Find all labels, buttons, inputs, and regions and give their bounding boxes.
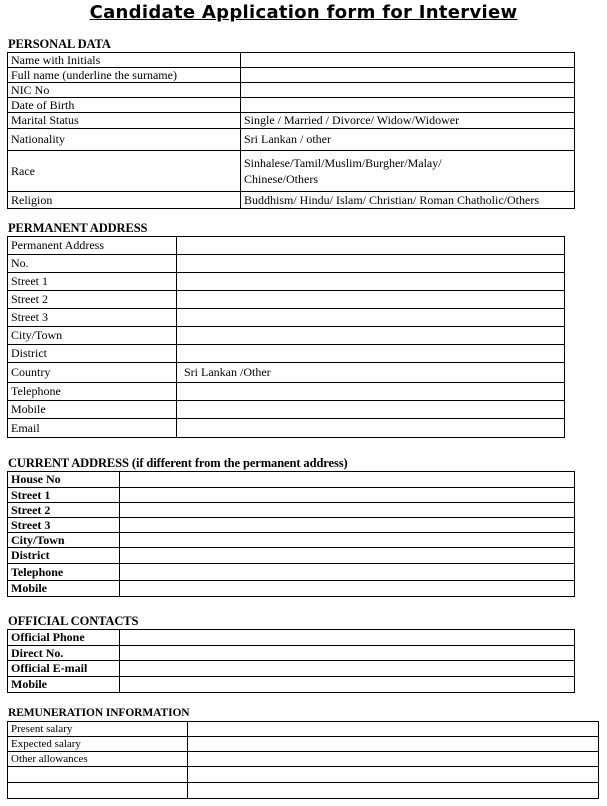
table-row xyxy=(8,533,575,548)
permanent-label-city: City/Town xyxy=(8,327,177,345)
permanent-street1-field[interactable] xyxy=(177,273,565,291)
remuneration-heading: REMUNERATION INFORMATION xyxy=(8,707,190,719)
current-telephone-field[interactable] xyxy=(120,564,575,581)
table-row xyxy=(8,68,575,83)
table-row xyxy=(8,83,575,98)
full-name-field[interactable] xyxy=(241,68,575,83)
official-email-field[interactable] xyxy=(120,661,575,677)
other-allowances-field[interactable] xyxy=(188,752,599,767)
table-row xyxy=(8,98,575,113)
table-row xyxy=(8,309,565,327)
table-row xyxy=(8,767,599,783)
permanent-label-email: Email xyxy=(8,419,177,438)
current-label-street3: Street 3 xyxy=(8,518,120,533)
permanent-address-table xyxy=(7,236,565,438)
table-row xyxy=(8,564,575,581)
current-label-street1: Street 1 xyxy=(8,488,120,503)
permanent-label-address: Permanent Address xyxy=(8,237,177,255)
permanent-label-district: District xyxy=(8,345,177,363)
personal-label-name-initials: Name with Initials xyxy=(8,53,241,68)
official-phone-field[interactable] xyxy=(120,630,575,646)
permanent-label-mobile: Mobile xyxy=(8,401,177,419)
table-row xyxy=(8,472,575,488)
table-row xyxy=(8,518,575,533)
permanent-telephone-field[interactable] xyxy=(177,383,565,401)
permanent-address-field[interactable] xyxy=(177,237,565,255)
permanent-label-street1: Street 1 xyxy=(8,273,177,291)
current-address-heading: CURRENT ADDRESS (if different from the permanent address) xyxy=(8,456,348,470)
table-row xyxy=(8,255,565,273)
permanent-no-field[interactable] xyxy=(177,255,565,273)
current-street1-field[interactable] xyxy=(120,488,575,503)
personal-label-marital: Marital Status xyxy=(8,113,241,129)
table-row xyxy=(8,237,565,255)
permanent-mobile-field[interactable] xyxy=(177,401,565,419)
remuneration-label-blank-1[interactable] xyxy=(8,767,188,783)
official-label-mobile: Mobile xyxy=(8,677,120,693)
remuneration-label-present: Present salary xyxy=(8,722,188,737)
permanent-label-no: No. xyxy=(8,255,177,273)
table-row xyxy=(8,129,575,151)
race-options-line-2: Chinese/Others xyxy=(244,172,318,186)
table-row xyxy=(8,401,565,419)
table-row xyxy=(8,53,575,68)
permanent-label-country: Country xyxy=(8,363,177,383)
permanent-country-field[interactable]: Sri Lankan /Other xyxy=(177,363,565,383)
permanent-email-field[interactable] xyxy=(177,419,565,438)
table-row xyxy=(8,363,565,383)
official-contacts-table xyxy=(7,629,575,693)
present-salary-field[interactable] xyxy=(188,722,599,737)
table-row xyxy=(8,661,575,677)
table-row xyxy=(8,646,575,661)
remuneration-label-allowances: Other allowances xyxy=(8,752,188,767)
official-label-direct-no: Direct No. xyxy=(8,646,120,661)
current-label-city: City/Town xyxy=(8,533,120,548)
official-label-phone: Official Phone xyxy=(8,630,120,646)
official-mobile-field[interactable] xyxy=(120,677,575,693)
personal-label-full-name: Full name (underline the surname) xyxy=(8,68,241,83)
table-row xyxy=(8,677,575,693)
table-row xyxy=(8,503,575,518)
table-row xyxy=(8,345,565,363)
nic-field[interactable] xyxy=(241,83,575,98)
table-row xyxy=(8,327,565,345)
table-row xyxy=(8,581,575,597)
official-label-email: Official E-mail xyxy=(8,661,120,677)
personal-label-religion: Religion xyxy=(8,192,241,209)
current-city-field[interactable] xyxy=(120,533,575,548)
permanent-street2-field[interactable] xyxy=(177,291,565,309)
table-row xyxy=(8,722,599,737)
permanent-city-field[interactable] xyxy=(177,327,565,345)
remuneration-blank-field-1[interactable] xyxy=(188,767,599,783)
personal-label-nic: NIC No xyxy=(8,83,241,98)
race-field[interactable] xyxy=(241,151,575,192)
remuneration-label-expected: Expected salary xyxy=(8,737,188,752)
current-district-field[interactable] xyxy=(120,548,575,564)
personal-data-table xyxy=(7,52,575,209)
nationality-field[interactable]: Sri Lankan / other xyxy=(241,129,575,151)
personal-data-heading: PERSONAL DATA xyxy=(8,37,111,51)
current-label-house-no: House No xyxy=(8,472,120,488)
permanent-street3-field[interactable] xyxy=(177,309,565,327)
current-mobile-field[interactable] xyxy=(120,581,575,597)
table-row xyxy=(8,737,599,752)
remuneration-label-blank-2[interactable] xyxy=(8,783,188,799)
current-street2-field[interactable] xyxy=(120,503,575,518)
remuneration-blank-field-2[interactable] xyxy=(188,783,599,799)
personal-label-nationality: Nationality xyxy=(8,129,241,151)
expected-salary-field[interactable] xyxy=(188,737,599,752)
permanent-label-street2: Street 2 xyxy=(8,291,177,309)
permanent-address-heading: PERMANENT ADDRESS xyxy=(8,221,148,235)
table-row xyxy=(8,752,599,767)
dob-field[interactable] xyxy=(241,98,575,113)
table-row xyxy=(8,488,575,503)
marital-status-field[interactable]: Single / Married / Divorce/ Widow/Widower xyxy=(241,113,575,129)
current-address-table xyxy=(7,471,575,597)
religion-field[interactable]: Buddhism/ Hindu/ Islam/ Christian/ Roman Chatholic/Others xyxy=(241,192,575,209)
personal-label-dob: Date of Birth xyxy=(8,98,241,113)
table-row xyxy=(8,291,565,309)
remuneration-table xyxy=(7,721,599,799)
table-row xyxy=(8,419,565,438)
permanent-label-telephone: Telephone xyxy=(8,383,177,401)
permanent-label-street3: Street 3 xyxy=(8,309,177,327)
current-street3-field[interactable] xyxy=(120,518,575,533)
table-row xyxy=(8,783,599,799)
current-label-telephone: Telephone xyxy=(8,564,120,581)
table-row xyxy=(8,548,575,564)
name-initials-field[interactable] xyxy=(241,53,575,68)
current-house-no-field[interactable] xyxy=(120,472,575,488)
official-contacts-heading: OFFICIAL CONTACTS xyxy=(8,614,139,628)
table-row xyxy=(8,113,575,129)
current-label-mobile: Mobile xyxy=(8,581,120,597)
personal-label-race: Race xyxy=(8,151,241,192)
form-title: Candidate Application form for Interview xyxy=(89,2,518,23)
table-row xyxy=(8,383,565,401)
table-row xyxy=(8,273,565,291)
table-row xyxy=(8,192,575,209)
race-options-line-1: Sinhalese/Tamil/Muslim/Burgher/Malay/ xyxy=(244,156,442,170)
table-row xyxy=(8,630,575,646)
current-label-street2: Street 2 xyxy=(8,503,120,518)
permanent-district-field[interactable] xyxy=(177,345,565,363)
official-direct-no-field[interactable] xyxy=(120,646,575,661)
table-row xyxy=(8,151,575,192)
current-label-district: District xyxy=(8,548,120,564)
